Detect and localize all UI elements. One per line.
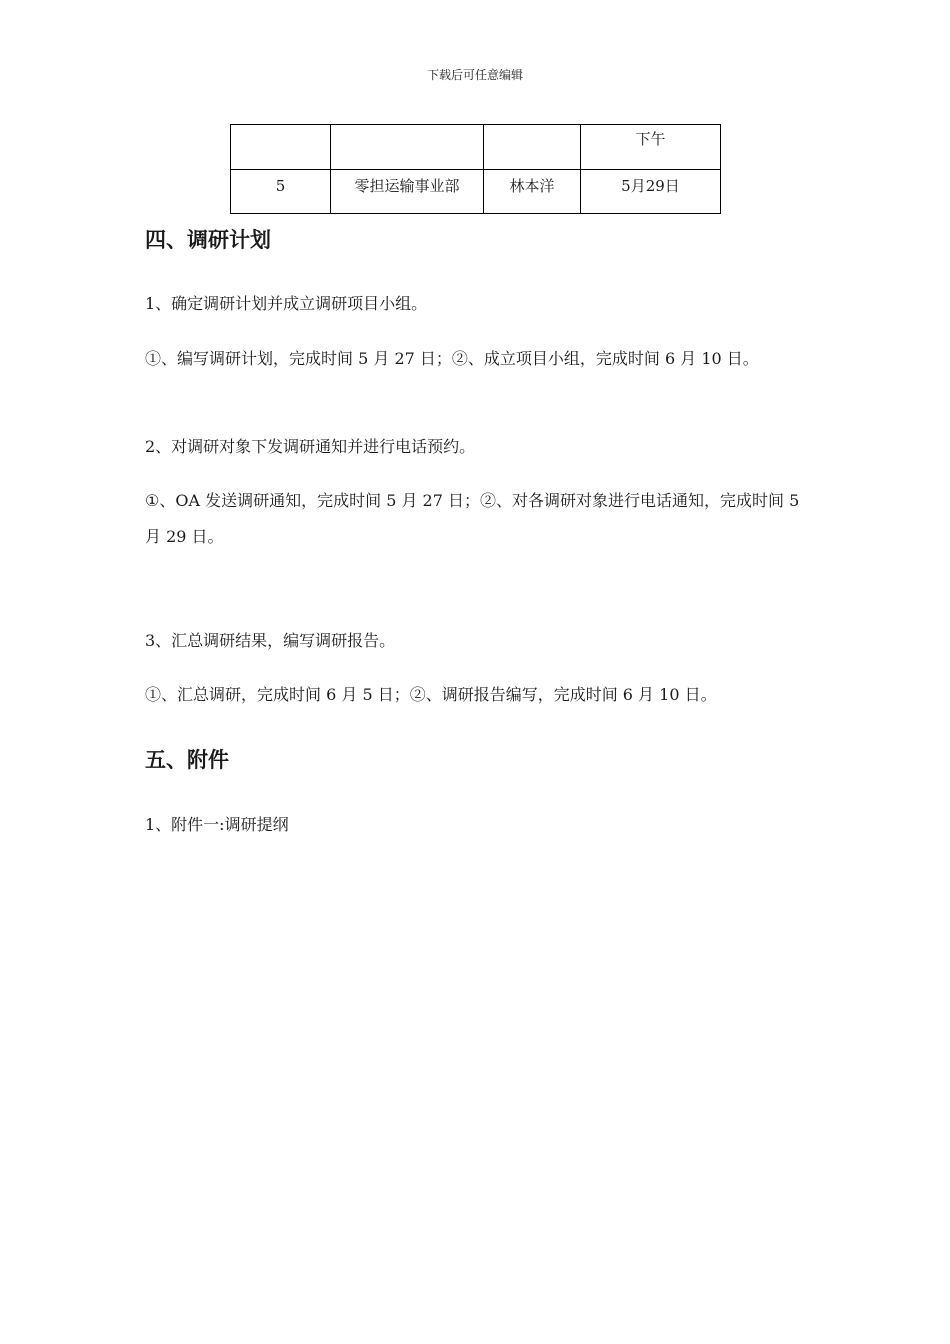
table-cell: 5 [231, 170, 331, 214]
section-4-item-3-detail: ①、汇总调研，完成时间 6 月 5 日；②、调研报告编写，完成时间 6 月 10 日。 [145, 685, 717, 704]
section-4-item-3-heading: 3、汇总调研结果，编写调研报告。 [145, 631, 396, 650]
section-4-item-1-detail: ①、编写调研计划，完成时间 5 月 27 日；②、成立项目小组，完成时间 6 月 10 日。 [145, 349, 759, 368]
table-cell [331, 125, 484, 170]
section-4-item-2-detail: ①、OA 发送调研通知，完成时间 5 月 27 日；②、对各调研对象进行电话通知，完成时间 5 月 29 日。 [145, 491, 800, 546]
table-cell [231, 125, 331, 170]
table-cell: 林本洋 [484, 170, 581, 214]
schedule-table [230, 124, 721, 214]
section-4-title: 四、调研计划 [145, 227, 271, 252]
table-cell: 下午 [581, 125, 721, 170]
section-4-item-2-heading: 2、对调研对象下发调研通知并进行电话预约。 [145, 437, 476, 456]
section-5-title: 五、附件 [145, 747, 229, 772]
section-4-item-1-heading: 1、确定调研计划并成立调研项目小组。 [145, 294, 428, 313]
table-cell [484, 125, 581, 170]
page-header: 下载后可任意编辑 [426, 68, 523, 82]
table-cell: 5月29日 [581, 170, 721, 214]
table-row [231, 125, 721, 170]
section-5-item-1: 1、附件一:调研提纲 [145, 815, 289, 834]
table-row [231, 170, 721, 214]
table-cell: 零担运输事业部 [331, 170, 484, 214]
